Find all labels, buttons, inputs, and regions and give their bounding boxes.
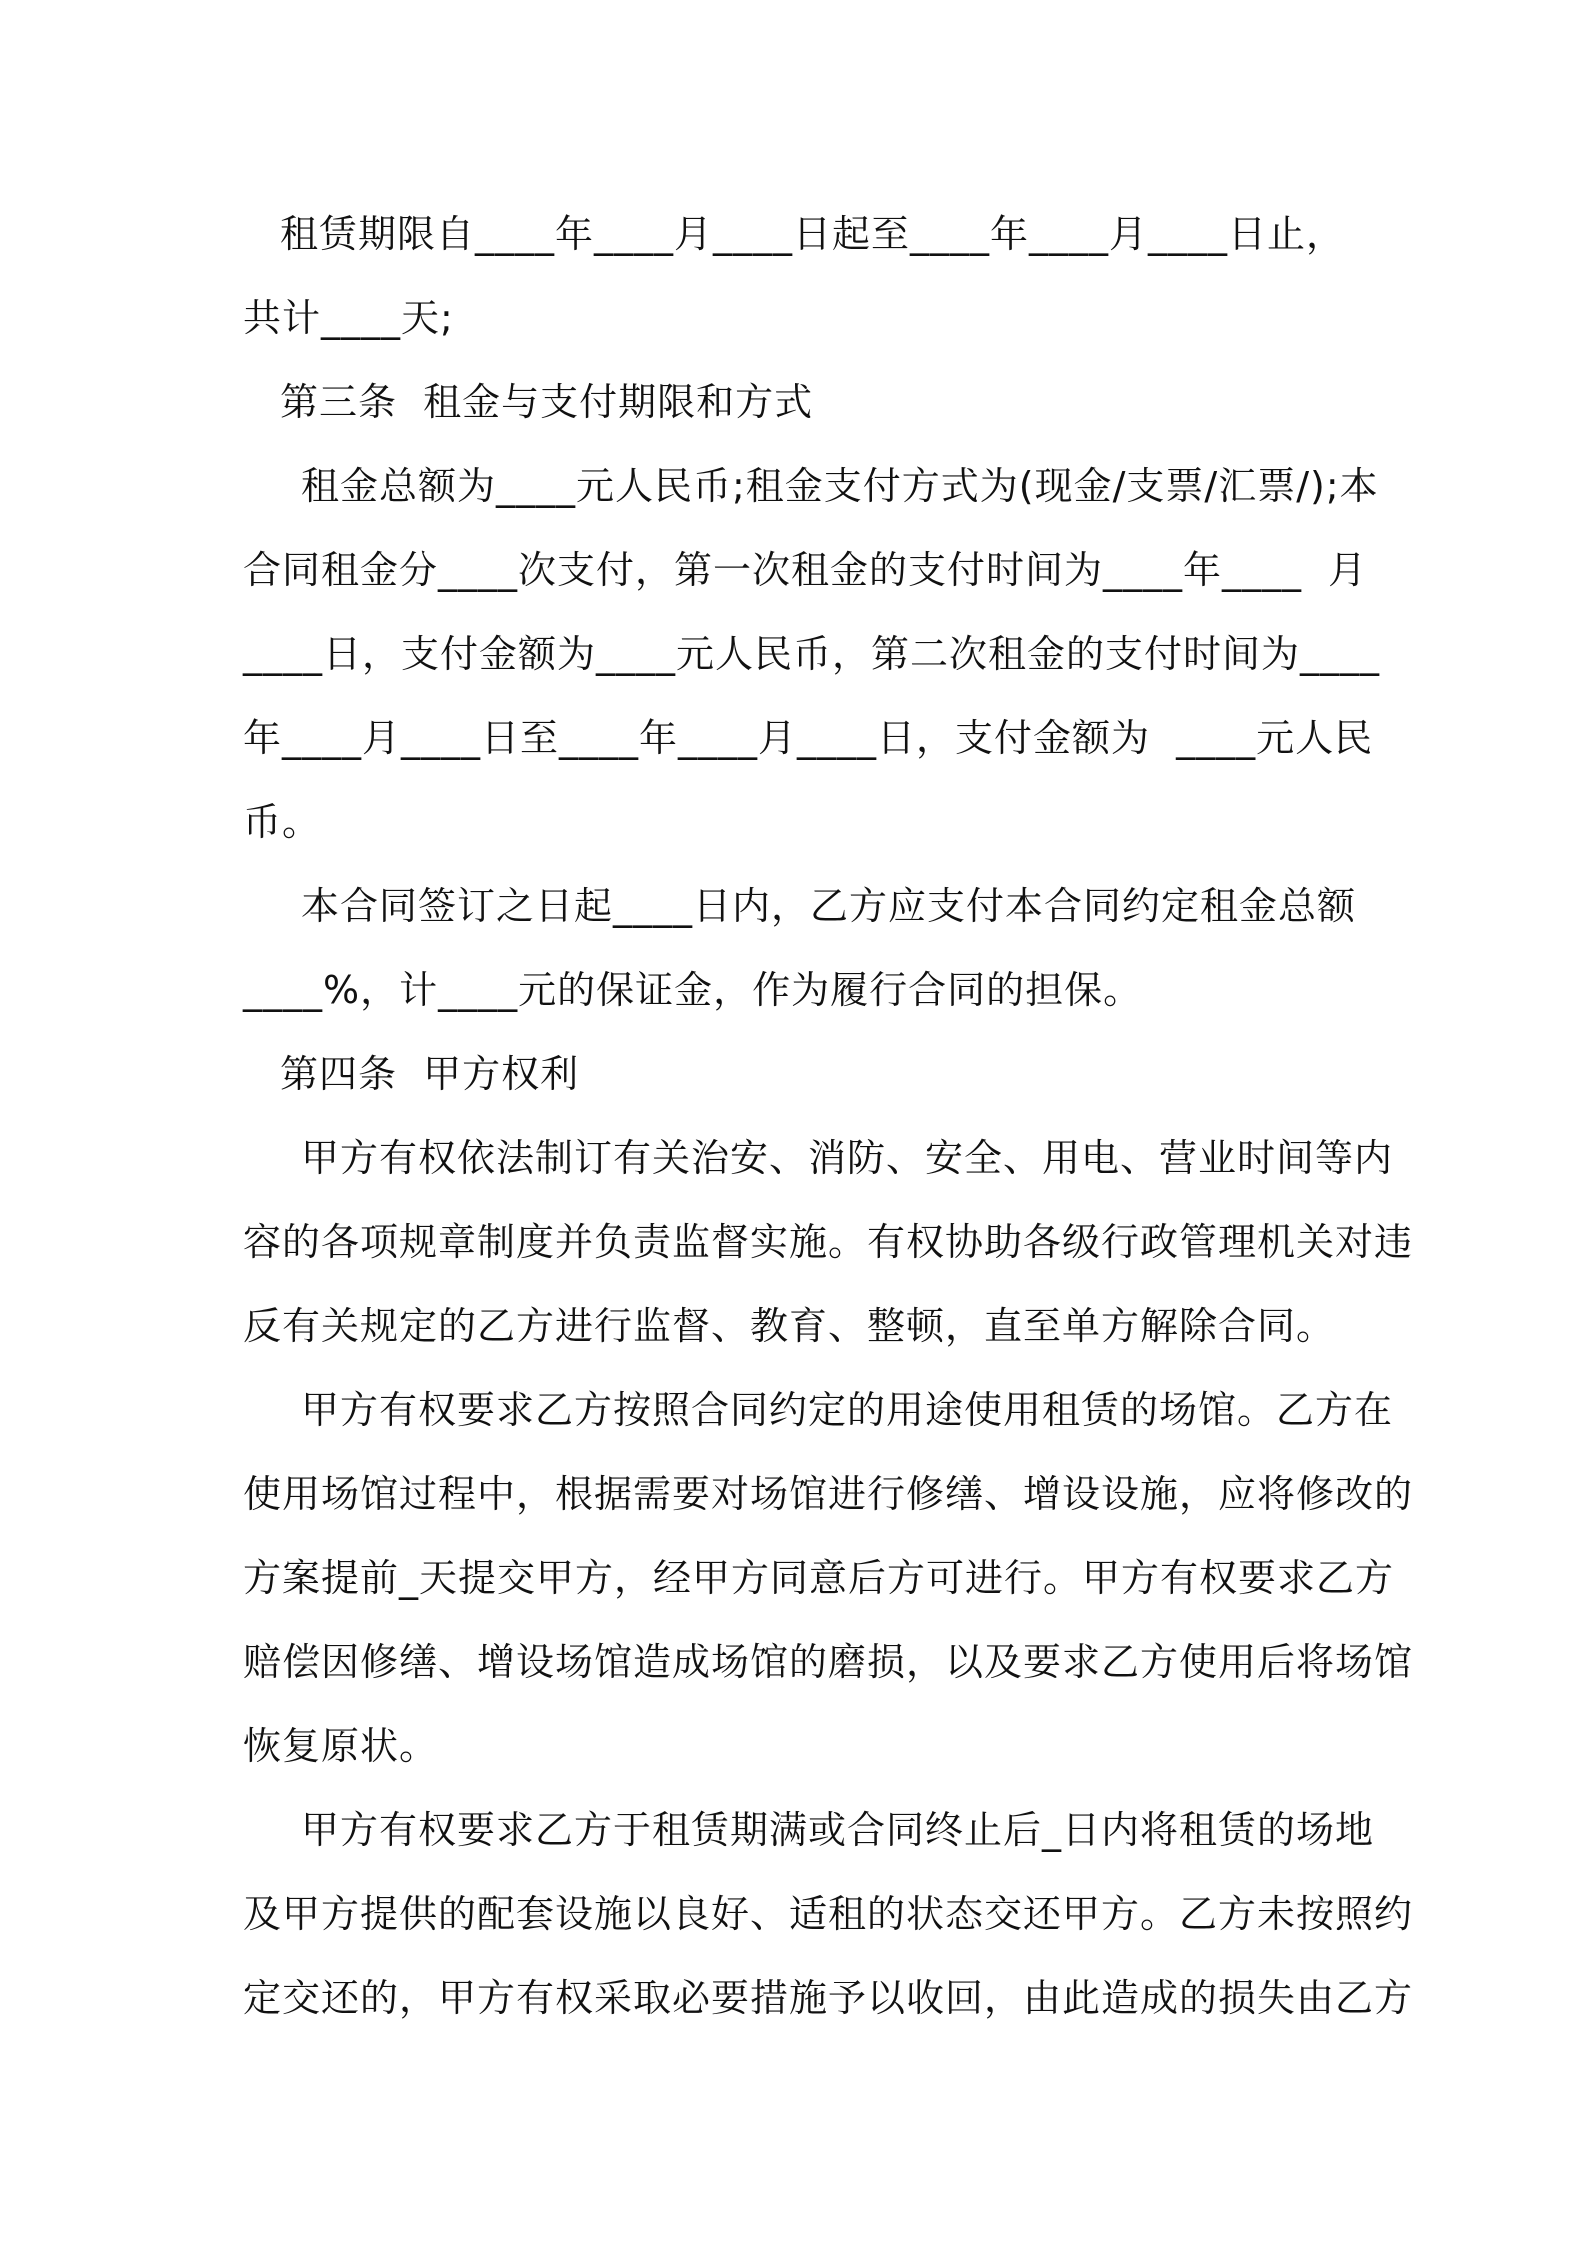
party-a-usage-line-2: 使用场馆过程中，根据需要对场馆进行修缮、增设设施，应将修改的 <box>243 1472 1414 1516</box>
article-four-heading: 第四条 甲方权利 <box>280 1052 580 1096</box>
party-a-return-line-2: 及甲方提供的配套设施以良好、适租的状态交还甲方。乙方未按照约 <box>243 1892 1414 1936</box>
rent-first-payment-line: ____日，支付金额为____元人民币，第二次租金的支付时间为____ <box>243 632 1381 676</box>
lease-term-days-line: 共计____天; <box>243 296 454 340</box>
rent-total-line: 租金总额为____元人民币;租金支付方式为(现金/支票/汇票/);本 <box>301 464 1379 508</box>
lease-term-line: 租赁期限自____年____月____日起至____年____月____日止， <box>280 212 1346 256</box>
deposit-amount-line: ____%，计____元的保证金，作为履行合同的担保。 <box>243 968 1143 1012</box>
rent-second-payment-line: 年____月____日至____年____月____日，支付金额为 ____元人民 <box>243 716 1374 760</box>
article-three-heading: 第三条 租金与支付期限和方式 <box>280 380 814 424</box>
party-a-rules-line-3: 反有关规定的乙方进行监督、教育、整顿，直至单方解除合同。 <box>243 1304 1336 1348</box>
document-body <box>243 192 1414 2040</box>
deposit-line: 本合同签订之日起____日内，乙方应支付本合同约定租金总额 <box>301 884 1357 928</box>
party-a-return-line-3: 定交还的，甲方有权采取必要措施予以收回，由此造成的损失由乙方 <box>243 1976 1414 2020</box>
party-a-usage-line-1: 甲方有权要求乙方按照合同约定的用途使用租赁的场馆。乙方在 <box>301 1388 1394 1432</box>
party-a-usage-line-3: 方案提前_天提交甲方，经甲方同意后方可进行。甲方有权要求乙方 <box>243 1556 1395 1600</box>
party-a-usage-line-5: 恢复原状。 <box>243 1724 439 1768</box>
rent-installments-line: 合同租金分____次支付，第一次租金的支付时间为____年____ 月 <box>243 548 1368 592</box>
rent-currency-line: 币。 <box>243 800 322 844</box>
party-a-return-line-1: 甲方有权要求乙方于租赁期满或合同终止后_日内将租赁的场地 <box>301 1808 1375 1852</box>
party-a-rules-line-1: 甲方有权依法制订有关治安、消防、安全、用电、营业时间等内 <box>301 1136 1394 1180</box>
party-a-rules-line-2: 容的各项规章制度并负责监督实施。有权协助各级行政管理机关对违 <box>243 1220 1414 1264</box>
party-a-usage-line-4: 赔偿因修缮、增设场馆造成场馆的磨损，以及要求乙方使用后将场馆 <box>243 1640 1414 1684</box>
